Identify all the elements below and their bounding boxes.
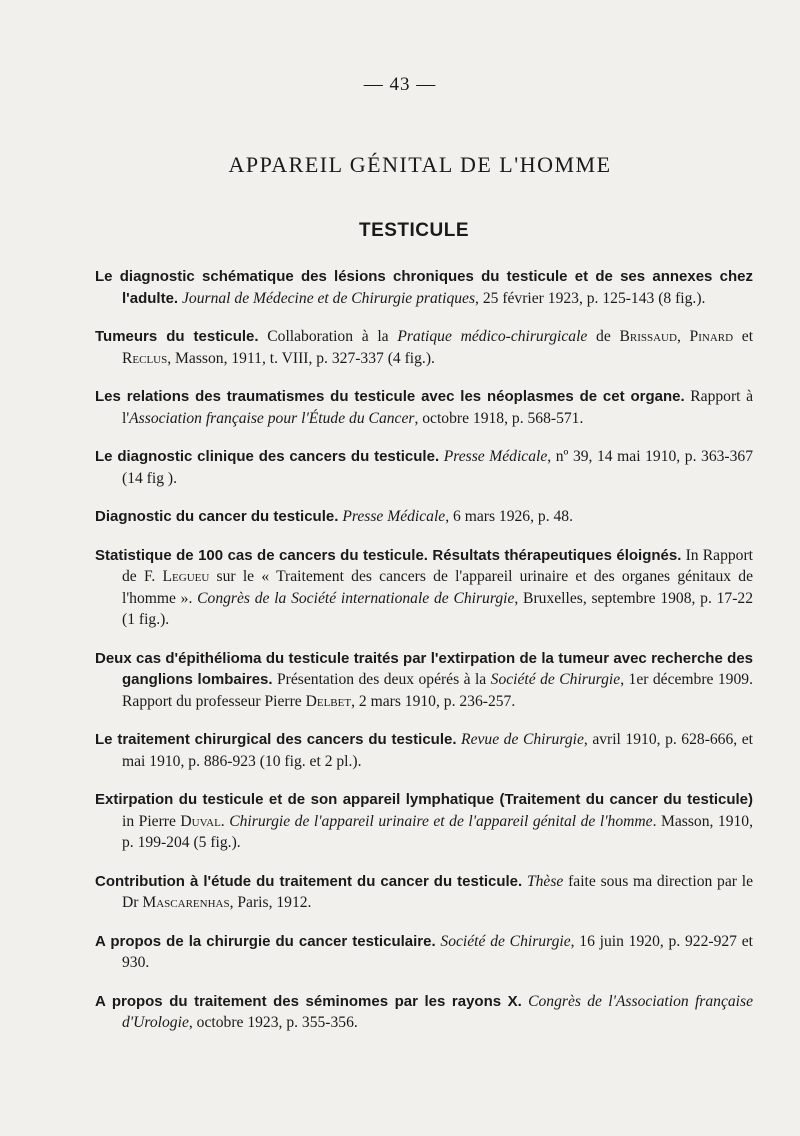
entry-title: Contribution à l'étude du traitement du cancer du testicule. [95,872,523,890]
entry-text: sur le « Traitement des cancers de l'appareil urinaire et des organes génitaux de l'homme ». [122,568,753,607]
entry-title: Le diagnostic schématique des lésions chroniques du testicule et de ses annexes chez l'adulte. [95,268,753,307]
entry-text: , [676,328,690,345]
entry-title: A propos du traitement des séminomes par les rayons X. [95,992,522,1010]
entry-title: Statistique de 100 cas de cancers du testicule. Résultats thérapeutiques éloignés. [95,546,682,564]
entry-text: . [220,812,230,830]
bibliography-entry [95,266,753,309]
journal-title: Association française pour l'Étude du Cancer [129,409,415,427]
entry-text: , avril 1910, p. 628-666, et mai 1910, p. 886-923 (10 fig. et 2 pl.). [122,731,753,770]
journal-title: Thèse [526,872,564,890]
bibliography-entry [95,506,753,528]
entry-title: Les relations des traumatismes du testicule avec les néoplasmes de cet organe. [95,388,685,405]
journal-title: Congrès de la Société internationale de Chirurgie [197,589,515,607]
bibliography-entry [95,931,753,974]
bibliography-entry [95,789,753,854]
bibliography-entry [95,648,753,713]
author-name: Legueu [162,568,210,585]
bibliography-entry [95,446,753,489]
entry-text: Rapport à l' [122,388,753,427]
entry-title: Le diagnostic clinique des cancers du testicule. [95,448,440,465]
entry-text: de [587,328,620,345]
bibliography-entry [95,729,753,772]
subsection-title: TESTICULE [358,220,470,241]
bibliography-list [95,266,753,1051]
entry-text: faite sous ma direction par le Dr [122,872,753,911]
journal-title: Pratique médico-chirurgicale [397,328,588,345]
entry-text: Collaboration à la [258,328,398,345]
author-name: Reclus [122,349,168,367]
journal-title: Société de Chirurgie [490,671,621,688]
entry-text: , octobre 1918, p. 568-571. [414,409,584,427]
entry-text: in Pierre [122,812,181,830]
journal-title: Presse Médicale [342,508,446,525]
entry-text: . Masson, 1910, p. 199-204 (5 fig.). [122,812,754,851]
entry-text: , 6 mars 1926, p. 48. [445,508,573,525]
entry-text: , Paris, 1912. [229,894,312,911]
journal-title: Revue de Chirurgie [461,731,584,748]
entry-title: Extirpation du testicule et de son appareil lymphatique (Traitement du cancer du testicule) [95,791,753,808]
bibliography-entry [95,326,753,369]
author-name: Pinard [689,328,734,345]
journal-title: Journal de Médecine et de Chirurgie pratiques [181,289,476,307]
entry-text: In Rapport de F. [122,546,753,585]
bibliography-entry [95,991,753,1034]
journal-title: Chirurgie de l'appareil urinaire et de l'appareil génital de l'homme [229,812,653,830]
bibliography-entry [95,386,753,429]
entry-text: , Bruxelles, septembre 1908, p. 17-22 (1 fig.). [122,589,753,628]
author-name: Duval [180,812,221,830]
entry-title: Deux cas d'épithélioma du testicule traités par l'extirpation de la tumeur avec recherche des ganglions lombaires. [95,649,753,688]
page-number: — 43 — [363,74,437,95]
author-name: Delbet [305,692,352,710]
journal-title: Société de Chirurgie [440,932,571,950]
section-title: APPAREIL GÉNITAL DE L'HOMME [228,152,612,177]
entry-text: , 16 juin 1920, p. 922-927 et 930. [122,932,753,971]
entry-title: Tumeurs du testicule. [95,328,259,345]
bibliography-entry [95,545,753,631]
entry-text: Présentation des deux opérés à la [272,671,491,688]
entry-text: , 1er décembre 1909. Rapport du professeur Pierre [122,671,753,710]
author-name: Brissaud [619,328,677,345]
author-name: Mascarenhas [142,894,230,911]
entry-title: A propos de la chirurgie du cancer testiculaire. [95,932,436,950]
journal-title: Presse Médicale [443,448,548,465]
entry-text: et [733,328,754,345]
entry-text: , octobre 1923, p. 355-356. [188,1014,358,1031]
entry-title: Le traitement chirurgical des cancers du testicule. [95,731,457,748]
entry-title: Diagnostic du cancer du testicule. [95,508,339,525]
entry-text: , 25 février 1923, p. 125-143 (8 fig.). [475,289,706,307]
entry-text: , nº 39, 14 mai 1910, p. 363-367 (14 fig ). [122,448,754,487]
entry-text: , Masson, 1911, t. VIII, p. 327-337 (4 fig.). [167,349,435,367]
bibliography-entry [95,871,753,914]
entry-text: , 2 mars 1910, p. 236-257. [351,692,516,710]
journal-title: Congrès de l'Association française d'Urologie [122,992,753,1031]
